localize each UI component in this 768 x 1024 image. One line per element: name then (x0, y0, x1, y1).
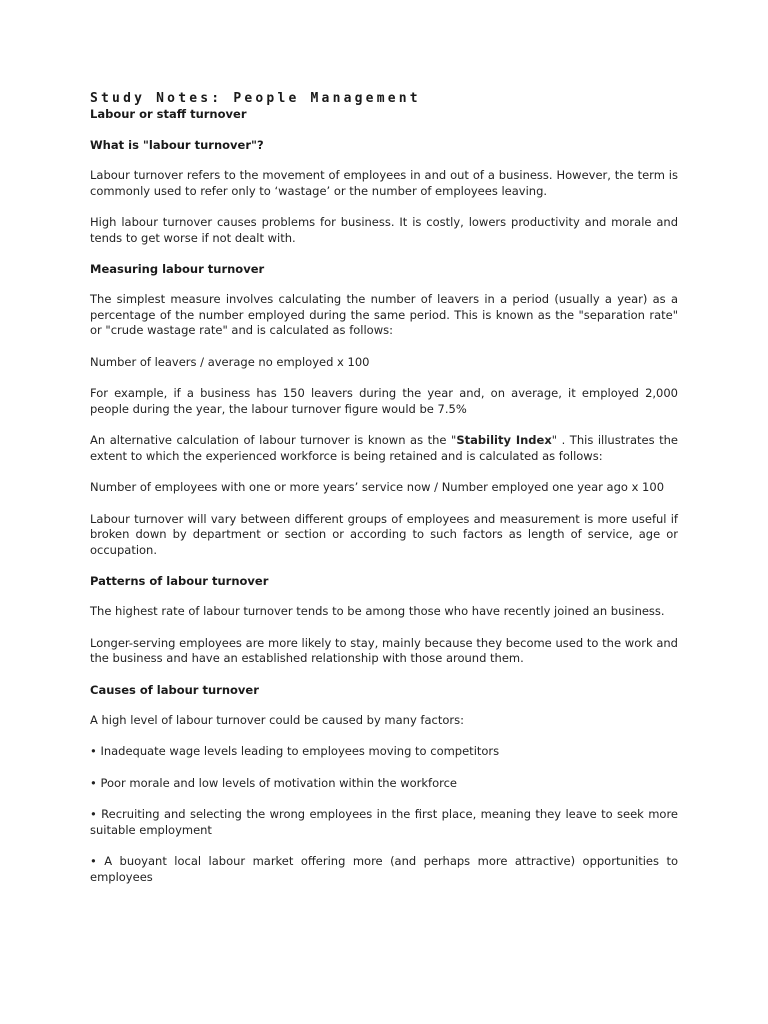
paragraph: Labour turnover refers to the movement of employees in and out of a business. However, the term is commonly used to refer only to ‘wastage’ or the number of employees leaving. (90, 168, 678, 198)
paragraph: The highest rate of labour turnover tends to be among those who have recently joined an business. (90, 604, 665, 618)
bullet-item: • Recruiting and selecting the wrong employees in the first place, meaning they leave to seek more suitable employment (90, 807, 678, 837)
paragraph-stability-index (90, 433, 678, 464)
bullet-item: • Inadequate wage levels leading to employees moving to competitors (90, 744, 500, 758)
paragraph: A high level of labour turnover could be caused by many factors: (90, 712, 464, 727)
section-heading-measuring: Measuring labour turnover (90, 262, 265, 276)
paragraph-text: " . This illustrates the extent to which the experienced workforce is being retained and is calculated as follows: (90, 433, 678, 463)
section-heading-causes: Causes of labour turnover (90, 682, 259, 697)
section-heading-patterns: Patterns of labour turnover (90, 574, 269, 588)
bullet-item: • A buoyant local labour market offering more (and perhaps more attractive) opportunities to employees (90, 854, 678, 884)
document-title: Study Notes: People Management (90, 91, 421, 106)
section-heading-what: What is "labour turnover"? (90, 138, 264, 152)
paragraph-text: An alternative calculation of labour turnover is known as the " (90, 433, 457, 447)
formula-stability-index: Number of employees with one or more years’ service now / Number employed one year ago x 100 (90, 480, 665, 494)
paragraph: Labour turnover will vary between different groups of employees and measurement is more useful if broken down by department or section or according to such factors as length of service, age or occupation. (90, 511, 678, 557)
paragraph: For example, if a business has 150 leavers during the year and, on average, it employed 2,000 people during the year, the labour turnover figure would be 7.5% (90, 386, 678, 416)
bullet-item: • Poor morale and low levels of motivation within the workforce (90, 775, 458, 790)
paragraph: The simplest measure involves calculating the number of leavers in a period (usually a year) as a percentage of the number employed during the same period. This is known as the "separation rate" or "crude wastage rate" and is calculated as follows: (90, 292, 678, 337)
stability-index-term: Stability Index (456, 433, 552, 447)
formula-separation-rate: Number of leavers / average no employed x 100 (90, 354, 370, 369)
document-subtitle: Labour or staff turnover (90, 107, 247, 121)
document-page (90, 90, 678, 901)
paragraph: Longer-serving employees are more likely to stay, mainly because they become used to the work and the business and have an established relationship with those around them. (90, 635, 678, 665)
paragraph: High labour turnover causes problems for business. It is costly, lowers productivity and morale and tends to get worse if not dealt with. (90, 215, 678, 245)
